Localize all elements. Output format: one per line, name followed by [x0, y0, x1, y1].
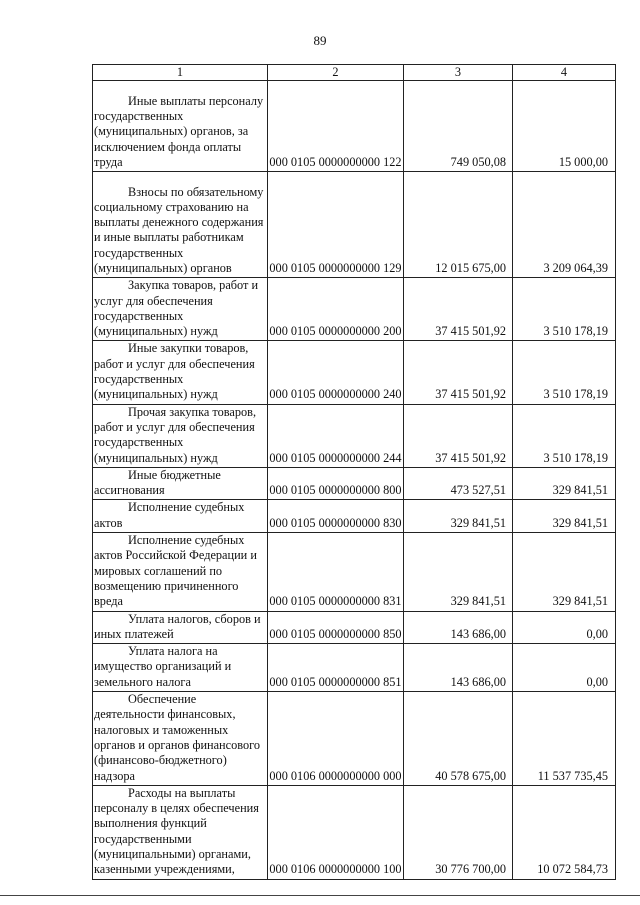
table-row [93, 785, 616, 879]
row-amount-executed: 10 072 584,73 [513, 785, 616, 879]
table-row [93, 692, 616, 786]
row-amount-planned: 12 015 675,00 [404, 172, 513, 278]
row-name-cell [93, 785, 268, 879]
row-name: Иные выплаты персоналу государственных (муниципальных) органов, за исключением фонда оплаты труда [94, 93, 264, 169]
row-code: 000 0105 0000000000 129 [268, 172, 404, 278]
row-amount-executed: 329 841,51 [513, 533, 616, 611]
table-row [93, 533, 616, 611]
row-amount-planned: 329 841,51 [404, 533, 513, 611]
row-amount-planned: 329 841,51 [404, 500, 513, 533]
row-amount-planned: 37 415 501,92 [404, 404, 513, 467]
row-name: Обеспечение деятельности финансовых, налоговых и таможенных органов и органов финансового (финансово-бюджетного) надзора [94, 692, 261, 783]
row-name: Уплата налогов, сборов и иных платежей [94, 611, 261, 641]
row-name: Прочая закупка товаров, работ и услуг для обеспечения государственных (муниципальных) нужд [94, 404, 257, 465]
row-name-cell [93, 278, 268, 341]
row-name-cell [93, 611, 268, 644]
row-amount-planned: 37 415 501,92 [404, 341, 513, 404]
row-amount-executed: 3 510 178,19 [513, 278, 616, 341]
row-code: 000 0105 0000000000 851 [268, 644, 404, 692]
row-amount-executed: 3 209 064,39 [513, 172, 616, 278]
row-amount-planned: 473 527,51 [404, 467, 513, 500]
table-row [93, 81, 616, 172]
table-row [93, 341, 616, 404]
row-amount-planned: 749 050,08 [404, 81, 513, 172]
row-amount-planned: 143 686,00 [404, 611, 513, 644]
row-amount-executed: 15 000,00 [513, 81, 616, 172]
row-name-cell [93, 500, 268, 533]
row-name-cell [93, 404, 268, 467]
row-amount-executed: 3 510 178,19 [513, 341, 616, 404]
row-code: 000 0106 0000000000 000 [268, 692, 404, 786]
row-name-cell [93, 692, 268, 786]
row-name-cell [93, 81, 268, 172]
row-code: 000 0105 0000000000 831 [268, 533, 404, 611]
header-col-4: 4 [513, 65, 616, 81]
row-amount-executed: 329 841,51 [513, 500, 616, 533]
row-name-cell [93, 341, 268, 404]
row-code: 000 0105 0000000000 244 [268, 404, 404, 467]
row-amount-planned: 40 578 675,00 [404, 692, 513, 786]
row-name: Уплата налога на имущество организаций и земельного налога [94, 644, 232, 689]
row-name: Расходы на выплаты персоналу в целях обеспечения выполнения функций государственными (муниципальными) органами, казенными учреждениями, [94, 785, 259, 877]
row-name-cell [93, 172, 268, 278]
row-code: 000 0105 0000000000 800 [268, 467, 404, 500]
row-amount-executed: 329 841,51 [513, 467, 616, 500]
header-col-2: 2 [268, 65, 404, 81]
row-amount-planned: 30 776 700,00 [404, 785, 513, 879]
row-amount-planned: 37 415 501,92 [404, 278, 513, 341]
row-name: Закупка товаров, работ и услуг для обеспечения государственных (муниципальных) нужд [94, 278, 259, 339]
row-name: Иные бюджетные ассигнования [94, 467, 221, 498]
page-number: 89 [313, 33, 327, 48]
row-code: 000 0105 0000000000 240 [268, 341, 404, 404]
table-row [93, 644, 616, 692]
row-amount-executed: 0,00 [513, 644, 616, 692]
row-name: Исполнение судебных актов Российской Федерации и мировых соглашений по возмещению причиненного вреда [94, 533, 257, 609]
row-code: 000 0106 0000000000 100 [268, 785, 404, 879]
row-code: 000 0105 0000000000 200 [268, 278, 404, 341]
row-code: 000 0105 0000000000 850 [268, 611, 404, 644]
table-row [93, 611, 616, 644]
row-name: Взносы по обязательному социальному страхованию на выплаты денежного содержания и иные выплаты работникам государственных (муниципальных) органов [94, 184, 264, 275]
table-row [93, 172, 616, 278]
header-col-1: 1 [93, 65, 268, 81]
row-amount-executed: 0,00 [513, 611, 616, 644]
budget-table [92, 64, 616, 880]
row-name-cell [93, 467, 268, 500]
row-name-cell [93, 644, 268, 692]
header-col-3: 3 [404, 65, 513, 81]
table-row [93, 500, 616, 533]
row-amount-planned: 143 686,00 [404, 644, 513, 692]
table-row [93, 278, 616, 341]
table-header-row [93, 65, 616, 81]
page-bottom-rule [0, 895, 640, 896]
row-name: Иные закупки товаров, работ и услуг для обеспечения государственных (муниципальных) нужд [94, 341, 255, 402]
row-code: 000 0105 0000000000 122 [268, 81, 404, 172]
row-name: Исполнение судебных актов [94, 500, 245, 530]
row-code: 000 0105 0000000000 830 [268, 500, 404, 533]
table-row [93, 404, 616, 467]
row-amount-executed: 3 510 178,19 [513, 404, 616, 467]
row-name-cell [93, 533, 268, 611]
table-row [93, 467, 616, 500]
row-amount-executed: 11 537 735,45 [513, 692, 616, 786]
